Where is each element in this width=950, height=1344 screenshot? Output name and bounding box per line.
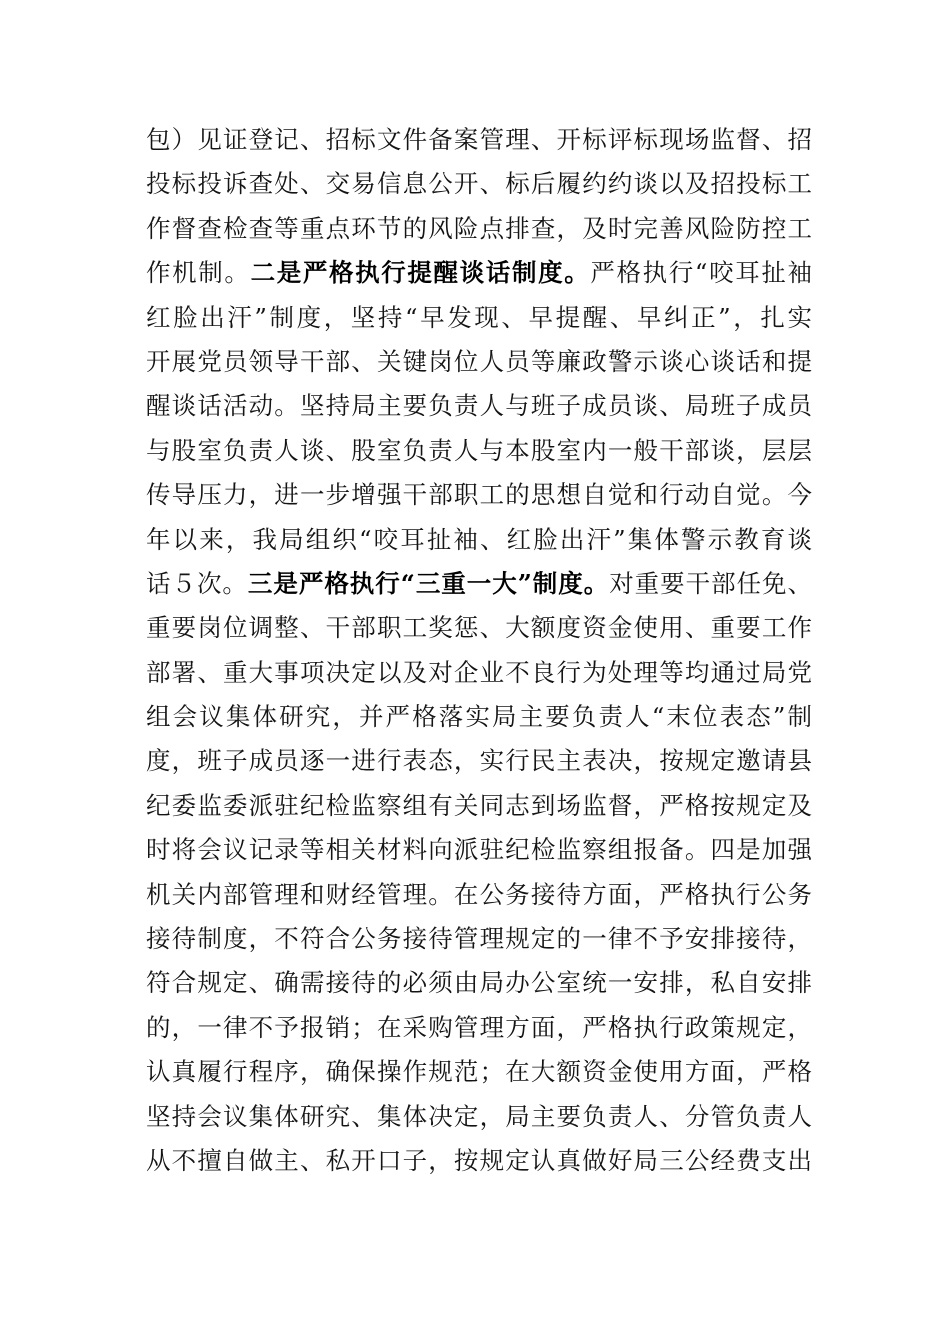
text-line (146, 118, 812, 162)
text-line (146, 1095, 812, 1139)
line-text: 醒谈话活动。坚持局主要负责人与班子成员谈、局班子成员 (146, 391, 812, 421)
text-line (146, 296, 812, 340)
line-text: 坚持会议集体研究、集体决定，局主要负责人、分管负责人 (146, 1101, 812, 1131)
line-text: 从不擅自做主、私开口子，按规定认真做好局三公经费支出 (146, 1145, 812, 1175)
text-line (146, 961, 812, 1005)
text-line (146, 784, 812, 828)
text-line (146, 384, 812, 428)
line-text: 作机制。 (146, 258, 251, 288)
line-text: 组会议集体研究，并严格落实局主要负责人“末位表态”制 (146, 702, 812, 732)
bold-heading-text: 三是严格执行“三重一大”制度。 (247, 568, 610, 598)
line-text: 投标投诉查处、交易信息公开、标后履约约谈以及招投标工 (146, 169, 812, 199)
line-text: 红脸出汗”制度，坚持“早发现、早提醒、早纠正”，扎实 (146, 302, 812, 332)
line-text: 重要岗位调整、干部职工奖惩、大额度资金使用、重要工作 (146, 613, 812, 643)
text-line (146, 1006, 812, 1050)
text-line (146, 828, 812, 872)
text-line (146, 1139, 812, 1183)
line-text: 度，班子成员逐一进行表态，实行民主表决，按规定邀请县 (146, 746, 812, 776)
line-text: 包）见证登记、招标文件备案管理、开标评标现场监督、招 (146, 125, 812, 154)
line-text: 符合规定、确需接待的必须由局办公室统一安排，私自安排 (146, 968, 812, 998)
text-line (146, 651, 812, 695)
line-text: 严格执行“咬耳扯袖 (590, 258, 813, 288)
bold-heading-text: 二是严格执行提醒谈话制度。 (250, 258, 591, 288)
text-line (146, 473, 812, 517)
text-line (146, 562, 812, 606)
text-line (146, 251, 812, 295)
line-text: 话５次。 (146, 568, 248, 598)
line-text: 纪委监委派驻纪检监察组有关同志到场监督，严格按规定及 (146, 790, 812, 820)
body-text (146, 118, 812, 1183)
text-line (146, 429, 812, 473)
line-text: 年以来，我局组织“咬耳扯袖、红脸出汗”集体警示教育谈 (146, 524, 812, 554)
text-line (146, 739, 812, 783)
line-text: 的，一律不予报销；在采购管理方面，严格执行政策规定， (146, 1012, 812, 1042)
text-line (146, 695, 812, 739)
line-text: 作督查检查等重点环节的风险点排查，及时完善风险防控工 (146, 213, 812, 243)
text-line (146, 207, 812, 251)
text-line (146, 606, 812, 650)
line-text: 接待制度，不符合公务接待管理规定的一律不予安排接待， (146, 924, 812, 954)
text-line (146, 340, 812, 384)
line-text: 机关内部管理和财经管理。在公务接待方面，严格执行公务 (146, 879, 812, 909)
line-text: 对重要干部任免、 (609, 568, 813, 598)
line-text: 认真履行程序，确保操作规范；在大额资金使用方面，严格 (146, 1057, 812, 1087)
text-line (146, 1050, 812, 1094)
line-text: 传导压力，进一步增强干部职工的思想自觉和行动自觉。今 (146, 480, 812, 510)
line-text: 部署、重大事项决定以及对企业不良行为处理等均通过局党 (146, 657, 812, 687)
line-text: 开展党员领导干部、关键岗位人员等廉政警示谈心谈话和提 (146, 346, 812, 376)
text-line (146, 873, 812, 917)
text-line (146, 162, 812, 206)
text-line (146, 917, 812, 961)
line-text: 时将会议记录等相关材料向派驻纪检监察组报备。四是加强 (146, 835, 812, 865)
line-text: 与股室负责人谈、股室负责人与本股室内一般干部谈，层层 (146, 435, 812, 465)
text-line (146, 518, 812, 562)
